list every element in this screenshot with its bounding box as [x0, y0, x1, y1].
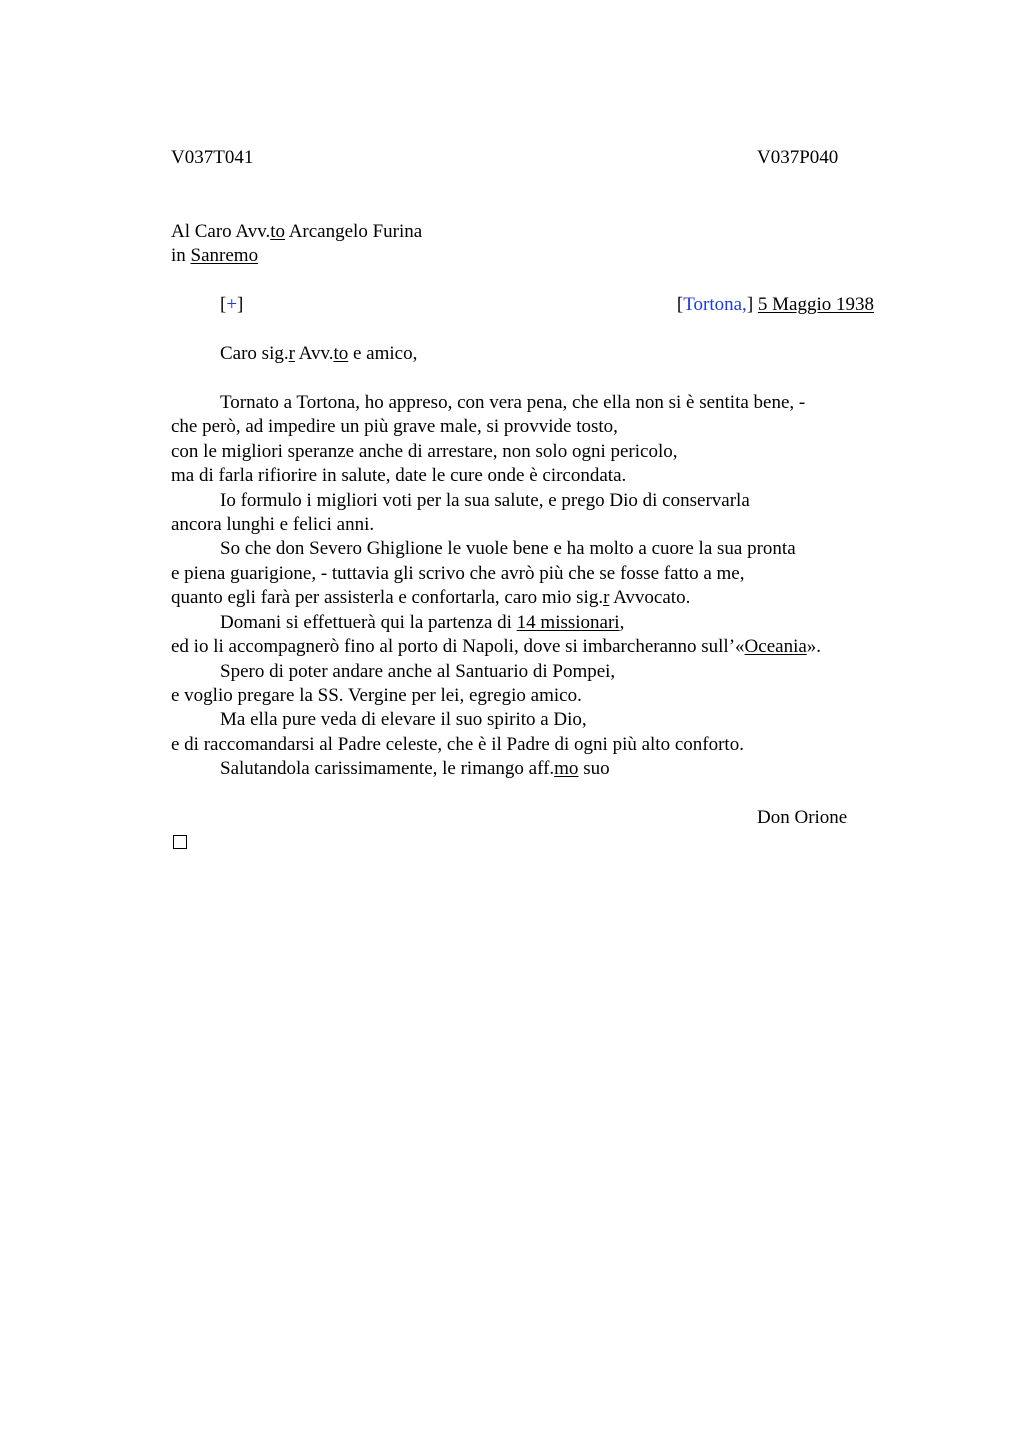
address-recipient: Arcangelo Furina: [285, 221, 423, 242]
body-line: So che don Severo Ghiglione le vuole bene e ha molto a cuore la sua pronta: [220, 538, 796, 559]
salutation-part: e amico,: [348, 343, 418, 364]
salutation-part: Caro sig.: [220, 343, 289, 364]
salutation-part: Avv.: [294, 343, 334, 364]
body-text: Avvocato.: [609, 587, 691, 608]
document-ref-right: V037P040: [757, 147, 839, 168]
document-ref-left: V037T041: [171, 147, 254, 168]
address-place: Sanremo: [190, 245, 259, 266]
cross-mark: [220, 293, 243, 317]
address-line-1: [171, 220, 422, 244]
abbrev-superscript: r: [288, 343, 295, 364]
body-text: ed io li accompagnerò fino al porto di Napoli, dove si imbarcheranno sull’«: [171, 636, 745, 657]
missionaries-count: 14 missionari: [516, 612, 620, 633]
body-line: [220, 611, 624, 635]
body-text: ,: [619, 612, 625, 633]
dateline: [677, 293, 874, 317]
abbrev-superscript: r: [603, 587, 610, 608]
bracket-open: [: [220, 294, 227, 315]
body-line: [171, 635, 821, 659]
closing-line: [220, 757, 610, 781]
body-line: e voglio pregare la SS. Vergine per lei, egregio amico.: [171, 685, 582, 706]
body-text: quanto egli farà per assisterla e confortarla, caro mio sig.: [171, 587, 604, 608]
address-in: in: [171, 245, 191, 266]
end-square-icon: [173, 835, 187, 849]
body-line: ma di farla rifiorire in salute, date le cure onde è circondata.: [171, 465, 627, 486]
abbrev-superscript: to: [270, 221, 285, 242]
body-line: e piena guarigione, - tuttavia gli scrivo che avrò più che se fosse fatto a me,: [171, 563, 745, 584]
body-text: suo: [578, 758, 610, 779]
cross-icon: +: [226, 294, 238, 315]
place-bracket-open: [: [676, 294, 684, 315]
ship-name: Oceania: [744, 636, 807, 657]
signature: Don Orione: [757, 807, 848, 828]
place-bracket-close: ]: [746, 294, 758, 315]
address-prefix: Al Caro Avv.: [171, 221, 271, 242]
address-line-2: [171, 244, 258, 268]
salutation: [220, 342, 417, 366]
bracket-close: ]: [237, 294, 244, 315]
body-line: [171, 586, 690, 610]
body-line: Tornato a Tortona, ho appreso, con vera pena, che ella non si è sentita bene, -: [220, 392, 806, 413]
body-line: Io formulo i migliori voti per la sua salute, e prego Dio di conservarla: [220, 490, 750, 511]
abbrev-superscript: mo: [554, 758, 579, 779]
body-line: con le migliori speranze anche di arrestare, non solo ogni pericolo,: [171, 441, 678, 462]
body-line: Ma ella pure veda di elevare il suo spirito a Dio,: [220, 709, 587, 730]
body-line: Spero di poter andare anche al Santuario di Pompei,: [220, 661, 616, 682]
body-text: Domani si effettuerà qui la partenza di: [220, 612, 517, 633]
dateline-date: 5 Maggio 1938: [757, 294, 874, 315]
body-line: che però, ad impedire un più grave male, si provvide tosto,: [171, 416, 618, 437]
body-line: ancora lunghi e felici anni.: [171, 514, 375, 535]
body-text: Salutandola carissimamente, le rimango aff.: [220, 758, 555, 779]
body-text: ».: [806, 636, 822, 657]
body-line: e di raccomandarsi al Padre celeste, che è il Padre di ogni più alto conforto.: [171, 734, 744, 755]
dateline-place: Tortona,: [683, 294, 747, 315]
abbrev-superscript: to: [333, 343, 349, 364]
